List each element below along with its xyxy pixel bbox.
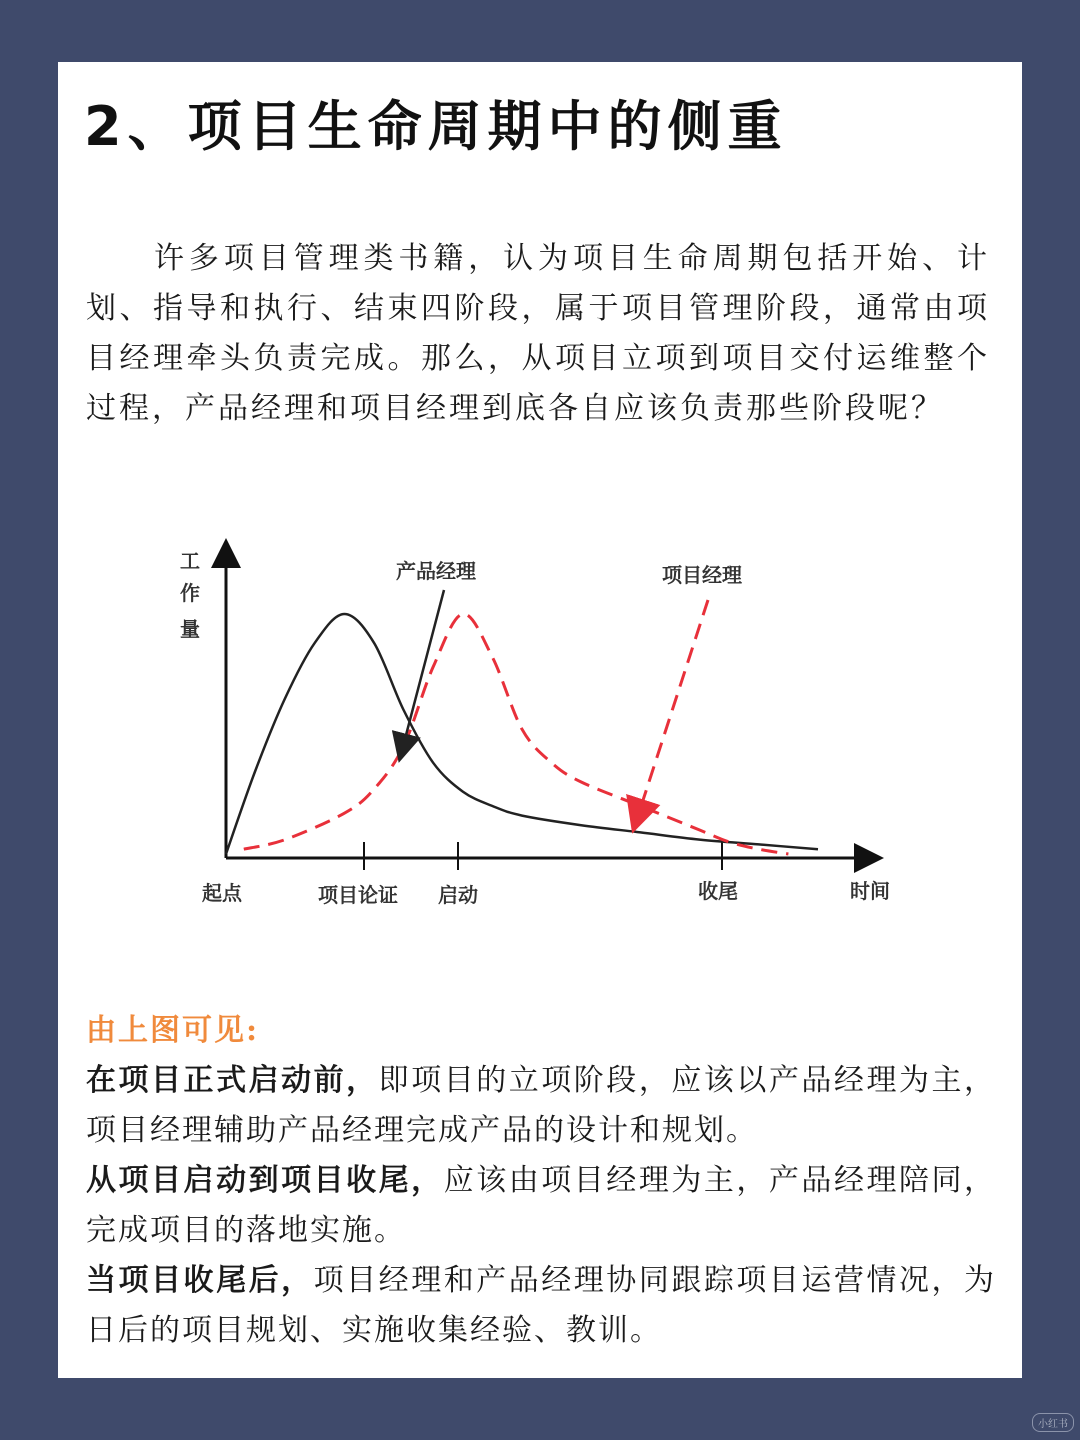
conclusion-item xyxy=(86,1156,996,1256)
x-axis-label: 时间 xyxy=(850,879,890,903)
conclusion-section xyxy=(86,1006,996,1356)
lifecycle-chart xyxy=(166,532,926,912)
series-line-product-manager xyxy=(226,614,818,854)
conclusion-item xyxy=(86,1056,996,1156)
y-axis-label-1: 工 xyxy=(180,549,200,573)
y-axis-label-2: 作 xyxy=(180,581,200,605)
conclusion-item-text: 项目经理和产品经理协同跟踪项目运营情况，为日后的项目规划、实施收集经验、教训。 xyxy=(86,1263,997,1348)
x-tick-label-start: 启动 xyxy=(438,883,478,907)
x-tick-label-origin: 起点 xyxy=(202,881,242,905)
watermark: 小红书 xyxy=(1032,1413,1074,1432)
y-axis-label-3: 量 xyxy=(180,617,200,641)
conclusion-item-bold: 在项目正式启动前， xyxy=(86,1063,379,1098)
content-card xyxy=(58,62,1022,1378)
conclusion-item-text: 即项目的立项阶段，应该以产品经理为主，项目经理辅助产品经理完成产品的设计和规划。 xyxy=(86,1063,997,1148)
page-title: 2、项目生命周期中的侧重 xyxy=(84,95,788,158)
pointer-project-manager xyxy=(634,600,708,828)
x-tick-label-close: 收尾 xyxy=(698,879,738,903)
pointer-product-manager xyxy=(400,590,444,758)
conclusion-item xyxy=(86,1256,996,1356)
series-line-project-manager xyxy=(244,614,789,854)
legend-product-manager: 产品经理 xyxy=(396,559,476,583)
legend-project-manager: 项目经理 xyxy=(662,563,742,587)
conclusion-item-bold: 从项目启动到项目收尾， xyxy=(86,1163,444,1198)
intro-paragraph: 许多项目管理类书籍，认为项目生命周期包括开始、计划、指导和执行、结束四阶段，属于项目管理阶段，通常由项目经理牵头负责完成。那么，从项目立项到项目交付运维整个过程，产品经理和项目经理到底各自应该负责那些阶段呢？ xyxy=(86,241,990,426)
conclusion-heading: 由上图可见: xyxy=(86,1013,260,1048)
conclusion-item-text: 应该由项目经理为主，产品经理陪同，完成项目的落地实施。 xyxy=(86,1163,997,1248)
x-tick-label-project-demo: 项目论证 xyxy=(318,883,398,907)
conclusion-item-bold: 当项目收尾后， xyxy=(86,1263,314,1298)
